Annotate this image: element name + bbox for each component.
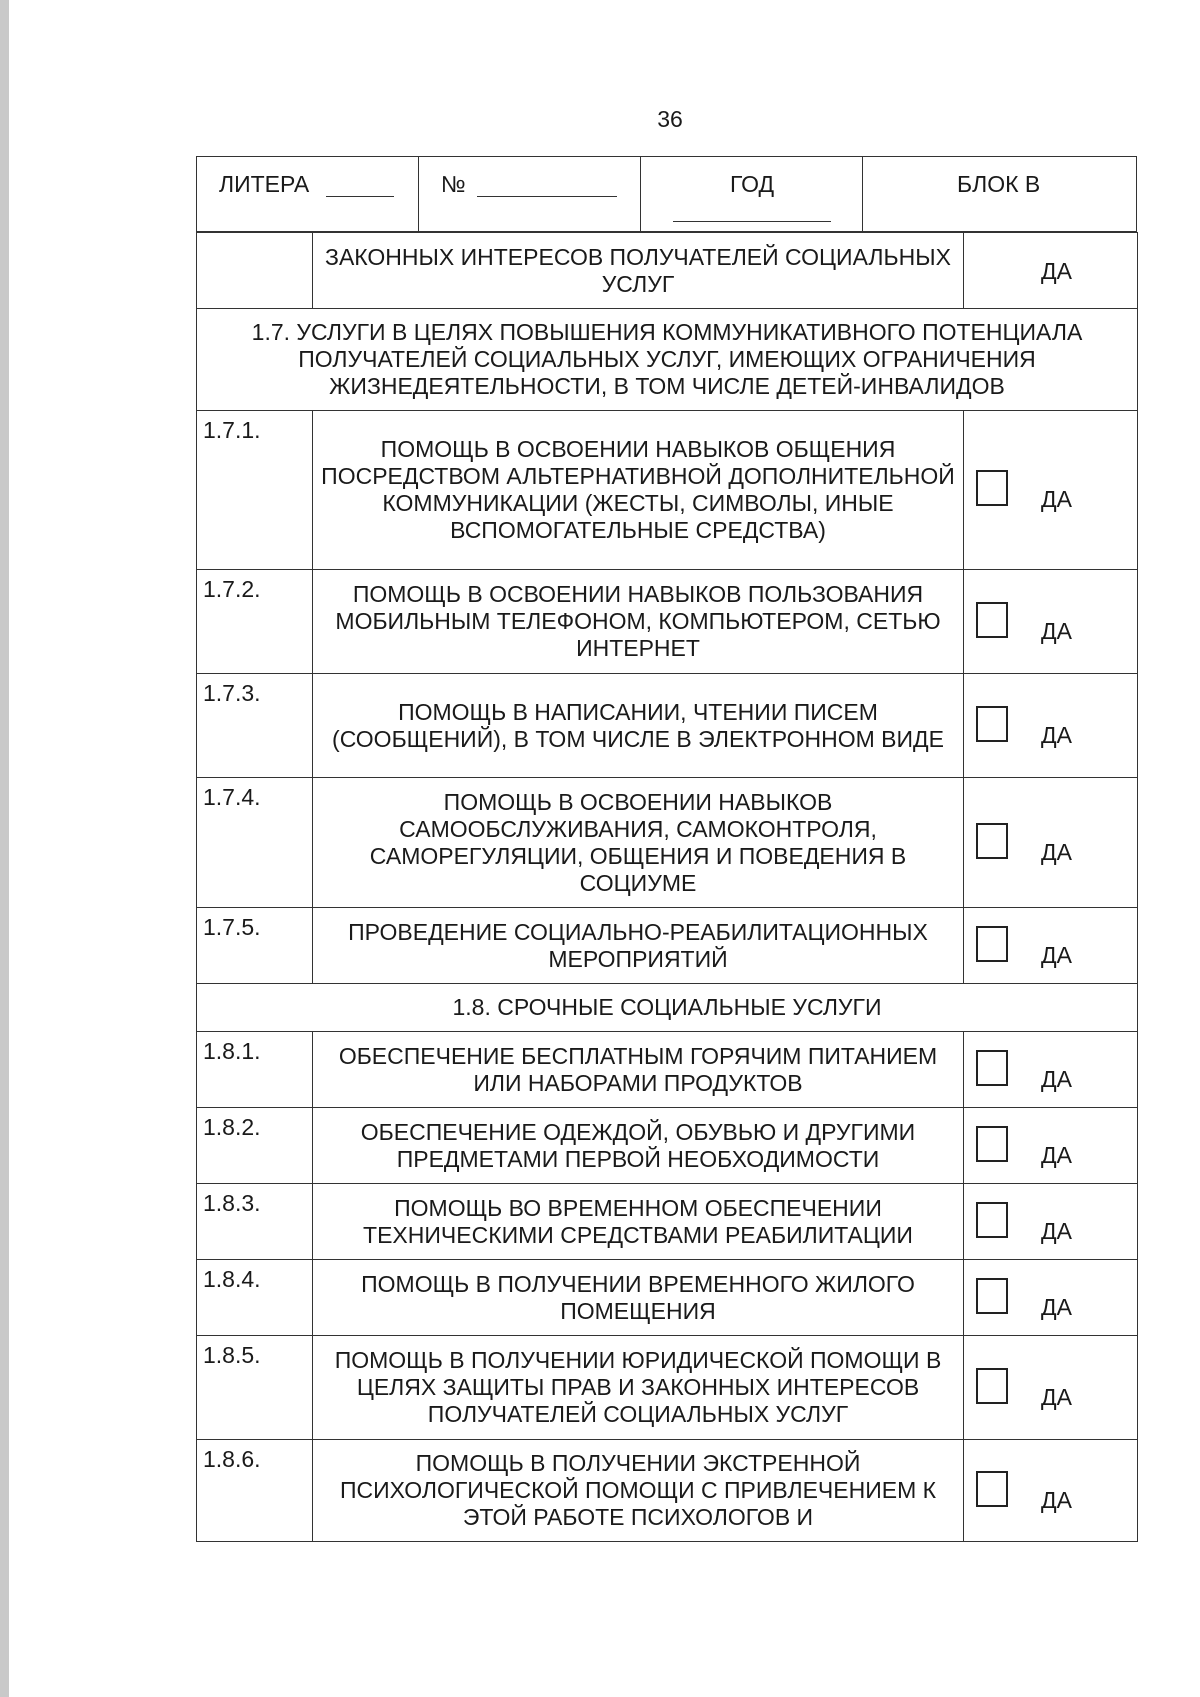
year-cell bbox=[641, 157, 863, 231]
table-row bbox=[197, 411, 1138, 570]
table-row bbox=[197, 908, 1138, 984]
yes-label: ДА bbox=[1041, 941, 1072, 968]
section-header-row bbox=[197, 309, 1138, 411]
table-row bbox=[197, 570, 1138, 674]
answer-cell bbox=[964, 1032, 1138, 1108]
table-row bbox=[197, 1260, 1138, 1336]
answer-cell bbox=[964, 908, 1138, 984]
yes-label: ДА bbox=[1041, 1486, 1072, 1513]
yes-label: ДА bbox=[1041, 1293, 1072, 1320]
answer-cell bbox=[964, 1108, 1138, 1184]
answer-cell bbox=[964, 1336, 1138, 1440]
number-blank[interactable] bbox=[477, 196, 617, 197]
litera-label: ЛИТЕРА bbox=[219, 171, 310, 197]
answer-cell bbox=[964, 1440, 1138, 1542]
service-description: ПОМОЩЬ В ОСВОЕНИИ НАВЫКОВ САМООБСЛУЖИВАНИЯ, САМОКОНТРОЛЯ, САМОРЕГУЛЯЦИИ, ОБЩЕНИЯ И ПОВЕДЕНИЯ В СОЦИУМЕ bbox=[313, 778, 964, 908]
litera-cell bbox=[197, 157, 419, 231]
yes-label: ДА bbox=[1041, 617, 1072, 644]
answer-checkbox[interactable] bbox=[976, 1050, 1008, 1086]
service-description: ПОМОЩЬ В ПОЛУЧЕНИИ ЭКСТРЕННОЙ ПСИХОЛОГИЧЕСКОЙ ПОМОЩИ С ПРИВЛЕЧЕНИЕМ К ЭТОЙ РАБОТЕ ПСИХОЛОГОВ И bbox=[313, 1440, 964, 1542]
row-number: 1.8.1. bbox=[197, 1032, 313, 1108]
answer-checkbox[interactable] bbox=[976, 1278, 1008, 1314]
answer-checkbox[interactable] bbox=[976, 706, 1008, 742]
answer-cell bbox=[964, 570, 1138, 674]
service-description: ПОМОЩЬ В ПОЛУЧЕНИИ ЮРИДИЧЕСКОЙ ПОМОЩИ В ЦЕЛЯХ ЗАЩИТЫ ПРАВ И ЗАКОННЫХ ИНТЕРЕСОВ ПОЛУЧАТЕЛЕЙ СОЦИАЛЬНЫХ УСЛУГ bbox=[313, 1336, 964, 1440]
answer-cell bbox=[964, 674, 1138, 778]
table-row bbox=[197, 1108, 1138, 1184]
answer-checkbox[interactable] bbox=[976, 1368, 1008, 1404]
row-number: 1.7.3. bbox=[197, 674, 313, 778]
row-number: 1.8.5. bbox=[197, 1336, 313, 1440]
yes-label: ДА bbox=[1041, 838, 1072, 865]
yes-label: ДА bbox=[1041, 486, 1072, 512]
number-label: № bbox=[441, 171, 466, 197]
answer-cell bbox=[964, 233, 1138, 309]
number-cell bbox=[419, 157, 641, 231]
service-description: ОБЕСПЕЧЕНИЕ ОДЕЖДОЙ, ОБУВЬЮ И ДРУГИМИ ПРЕДМЕТАМИ ПЕРВОЙ НЕОБХОДИМОСТИ bbox=[313, 1108, 964, 1184]
answer-cell bbox=[964, 778, 1138, 908]
answer-cell bbox=[964, 1184, 1138, 1260]
block-cell bbox=[863, 157, 1136, 231]
empty-number-cell bbox=[197, 233, 313, 309]
table-row bbox=[197, 1440, 1138, 1542]
litera-blank[interactable] bbox=[326, 196, 394, 197]
yes-label: ДА bbox=[1041, 1141, 1072, 1168]
continuation-text: ЗАКОННЫХ ИНТЕРЕСОВ ПОЛУЧАТЕЛЕЙ СОЦИАЛЬНЫХ УСЛУГ bbox=[313, 233, 964, 309]
form-header bbox=[196, 156, 1137, 232]
answer-checkbox[interactable] bbox=[976, 1202, 1008, 1238]
table-row bbox=[197, 674, 1138, 778]
row-number: 1.8.6. bbox=[197, 1440, 313, 1542]
year-blank[interactable] bbox=[673, 221, 831, 222]
row-number: 1.7.2. bbox=[197, 570, 313, 674]
yes-label: ДА bbox=[1041, 1383, 1072, 1410]
row-number: 1.7.4. bbox=[197, 778, 313, 908]
service-description: ОБЕСПЕЧЕНИЕ БЕСПЛАТНЫМ ГОРЯЧИМ ПИТАНИЕМ ИЛИ НАБОРАМИ ПРОДУКТОВ bbox=[313, 1032, 964, 1108]
yes-label: ДА bbox=[1041, 1065, 1072, 1092]
yes-label: ДА bbox=[1041, 257, 1072, 284]
row-number: 1.7.5. bbox=[197, 908, 313, 984]
answer-checkbox[interactable] bbox=[976, 926, 1008, 962]
section-header-row bbox=[197, 984, 1138, 1032]
service-description: ПРОВЕДЕНИЕ СОЦИАЛЬНО-РЕАБИЛИТАЦИОННЫХ МЕРОПРИЯТИЙ bbox=[313, 908, 964, 984]
answer-checkbox[interactable] bbox=[976, 1471, 1008, 1507]
row-number: 1.7.1. bbox=[197, 411, 313, 570]
answer-checkbox[interactable] bbox=[976, 1126, 1008, 1162]
table-row bbox=[197, 1184, 1138, 1260]
answer-checkbox[interactable] bbox=[976, 823, 1008, 859]
table-row bbox=[197, 1336, 1138, 1440]
section-title-1-8: 1.8. СРОЧНЫЕ СОЦИАЛЬНЫЕ УСЛУГИ bbox=[197, 984, 1138, 1032]
row-number: 1.8.3. bbox=[197, 1184, 313, 1260]
table-row bbox=[197, 778, 1138, 908]
year-label: ГОД bbox=[729, 171, 775, 197]
yes-label: ДА bbox=[1041, 721, 1072, 748]
row-number: 1.8.2. bbox=[197, 1108, 313, 1184]
table-row bbox=[197, 1032, 1138, 1108]
service-description: ПОМОЩЬ В ПОЛУЧЕНИИ ВРЕМЕННОГО ЖИЛОГО ПОМЕЩЕНИЯ bbox=[313, 1260, 964, 1336]
service-description: ПОМОЩЬ В ОСВОЕНИИ НАВЫКОВ ПОЛЬЗОВАНИЯ МОБИЛЬНЫМ ТЕЛЕФОНОМ, КОМПЬЮТЕРОМ, СЕТЬЮ ИНТЕРНЕТ bbox=[313, 570, 964, 674]
answer-checkbox[interactable] bbox=[976, 470, 1008, 506]
services-table bbox=[196, 232, 1138, 1542]
service-description: ПОМОЩЬ В НАПИСАНИИ, ЧТЕНИИ ПИСЕМ (СООБЩЕНИЙ), В ТОМ ЧИСЛЕ В ЭЛЕКТРОННОМ ВИДЕ bbox=[313, 674, 964, 778]
answer-cell bbox=[964, 1260, 1138, 1336]
page-number: 36 bbox=[657, 106, 683, 132]
block-label: БЛОК В bbox=[957, 171, 1041, 197]
scan-edge-shadow bbox=[0, 0, 9, 1697]
service-description: ПОМОЩЬ ВО ВРЕМЕННОМ ОБЕСПЕЧЕНИИ ТЕХНИЧЕСКИМИ СРЕДСТВАМИ РЕАБИЛИТАЦИИ bbox=[313, 1184, 964, 1260]
answer-checkbox[interactable] bbox=[976, 602, 1008, 638]
section-title-1-7: 1.7. УСЛУГИ В ЦЕЛЯХ ПОВЫШЕНИЯ КОММУНИКАТИВНОГО ПОТЕНЦИАЛА ПОЛУЧАТЕЛЕЙ СОЦИАЛЬНЫХ УСЛУГ, ИМЕЮЩИХ ОГРАНИЧЕНИЯ ЖИЗНЕДЕЯТЕЛЬНОСТИ, В ТОМ ЧИСЛЕ ДЕТЕЙ-ИНВАЛИДОВ bbox=[197, 309, 1138, 411]
yes-label: ДА bbox=[1041, 1217, 1072, 1244]
answer-cell bbox=[964, 411, 1138, 570]
row-number: 1.8.4. bbox=[197, 1260, 313, 1336]
continuation-row bbox=[197, 233, 1138, 309]
service-description: ПОМОЩЬ В ОСВОЕНИИ НАВЫКОВ ОБЩЕНИЯ ПОСРЕДСТВОМ АЛЬТЕРНАТИВНОЙ ДОПОЛНИТЕЛЬНОЙ КОММУНИКАЦИИ (ЖЕСТЫ, СИМВОЛЫ, ИНЫЕ ВСПОМОГАТЕЛЬНЫЕ СРЕДСТВА) bbox=[313, 411, 964, 570]
